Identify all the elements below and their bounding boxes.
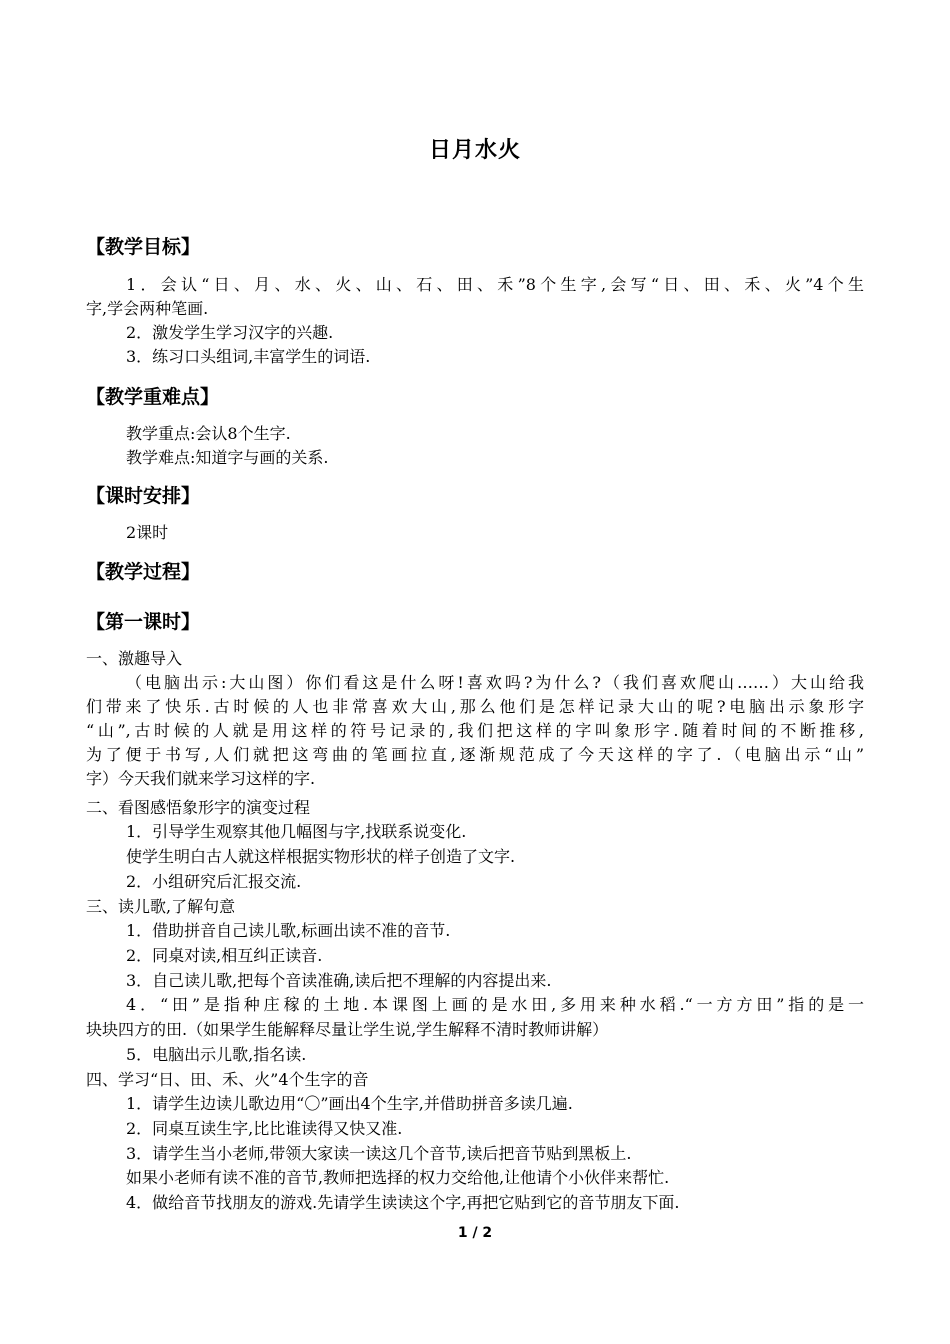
key-point-line: 教学难点:知道字与画的关系. (126, 448, 329, 467)
lesson-line: 四、学习“日、田、禾、火”4个生字的音 (86, 1070, 369, 1089)
lesson-line: 1．引导学生观察其他几幅图与字,找联系说变化. (126, 822, 467, 841)
goals-line: 2．激发学生学习汉字的兴趣. (126, 323, 334, 342)
lesson-line: 1．请学生边读儿歌边用“〇”画出4个生字,并借助拼音多读几遍. (126, 1094, 573, 1113)
page-title: 日月水火 (428, 138, 521, 163)
lesson-line: 字）今天我们就来学习这样的字. (86, 769, 316, 788)
lesson-line: 为了便于书写,人们就把这弯曲的笔画拉直,逐渐规范成了今天这样的字了.（电脑出示“山” (86, 745, 864, 764)
lesson-line: 2．同桌互读生字,比比谁读得又快又准. (126, 1119, 403, 1138)
schedule-line: 2课时 (126, 523, 169, 542)
lesson-line: 3．请学生当小老师,带领大家读一读这几个音节,读后把音节贴到黑板上. (126, 1144, 632, 1163)
key-point-line: 教学重点:会认8个生字. (126, 424, 291, 443)
lesson-line: 4．“田”是指种庄稼的土地.本课图上画的是水田,多用来种水稻.“一方方田”指的是一 (126, 995, 864, 1014)
goals-line: 字,学会两种笔画. (86, 299, 209, 318)
section-heading-schedule: 【课时安排】 (86, 485, 201, 507)
page-number: 1 / 2 (457, 1225, 493, 1241)
section-heading-goals: 【教学目标】 (86, 236, 201, 258)
lesson-line: “山”,古时候的人就是用这样的符号记录的,我们把这样的字叫象形字.随着时间的不断推移, (86, 721, 864, 740)
lesson-line: （电脑出示:大山图）你们看这是什么呀!喜欢吗?为什么?（我们喜欢爬山……）大山给我 (126, 673, 864, 692)
section-heading-key-points: 【教学重难点】 (86, 386, 220, 408)
section-heading-lesson1: 【第一课时】 (86, 611, 201, 633)
lesson-line: 一、激趣导入 (86, 649, 183, 668)
lesson-line: 3．自己读儿歌,把每个音读准确,读后把不理解的内容提出来. (126, 971, 552, 990)
lesson-line: 使学生明白古人就这样根据实物形状的样子创造了文字. (126, 847, 516, 866)
goals-line: 3．练习口头组词,丰富学生的词语. (126, 347, 371, 366)
lesson-line: 2．同桌对读,相互纠正读音. (126, 946, 323, 965)
lesson-line: 如果小老师有读不准的音节,教师把选择的权力交给他,让他请个小伙伴来帮忙. (126, 1168, 670, 1187)
lesson-line: 1．借助拼音自己读儿歌,标画出读不准的音节. (126, 921, 451, 940)
lesson-line: 块块四方的田.（如果学生能解释尽量让学生说,学生解释不清时教师讲解） (86, 1020, 609, 1039)
lesson-line: 5．电脑出示儿歌,指名读. (126, 1045, 307, 1064)
section-heading-process: 【教学过程】 (86, 561, 201, 583)
lesson-line: 三、读儿歌,了解句意 (86, 897, 236, 916)
lesson-line: 二、看图感悟象形字的演变过程 (86, 798, 311, 817)
goals-line: 1．会认“日、月、水、火、山、石、田、禾”8个生字,会写“日、田、禾、火”4个生 (126, 275, 864, 294)
lesson-line: 4．做给音节找朋友的游戏.先请学生读读这个字,再把它贴到它的音节朋友下面. (126, 1193, 680, 1212)
lesson-line: 们带来了快乐.古时候的人也非常喜欢大山,那么他们是怎样记录大山的呢?电脑出示象形字 (86, 697, 864, 716)
lesson-line: 2．小组研究后汇报交流. (126, 872, 302, 891)
